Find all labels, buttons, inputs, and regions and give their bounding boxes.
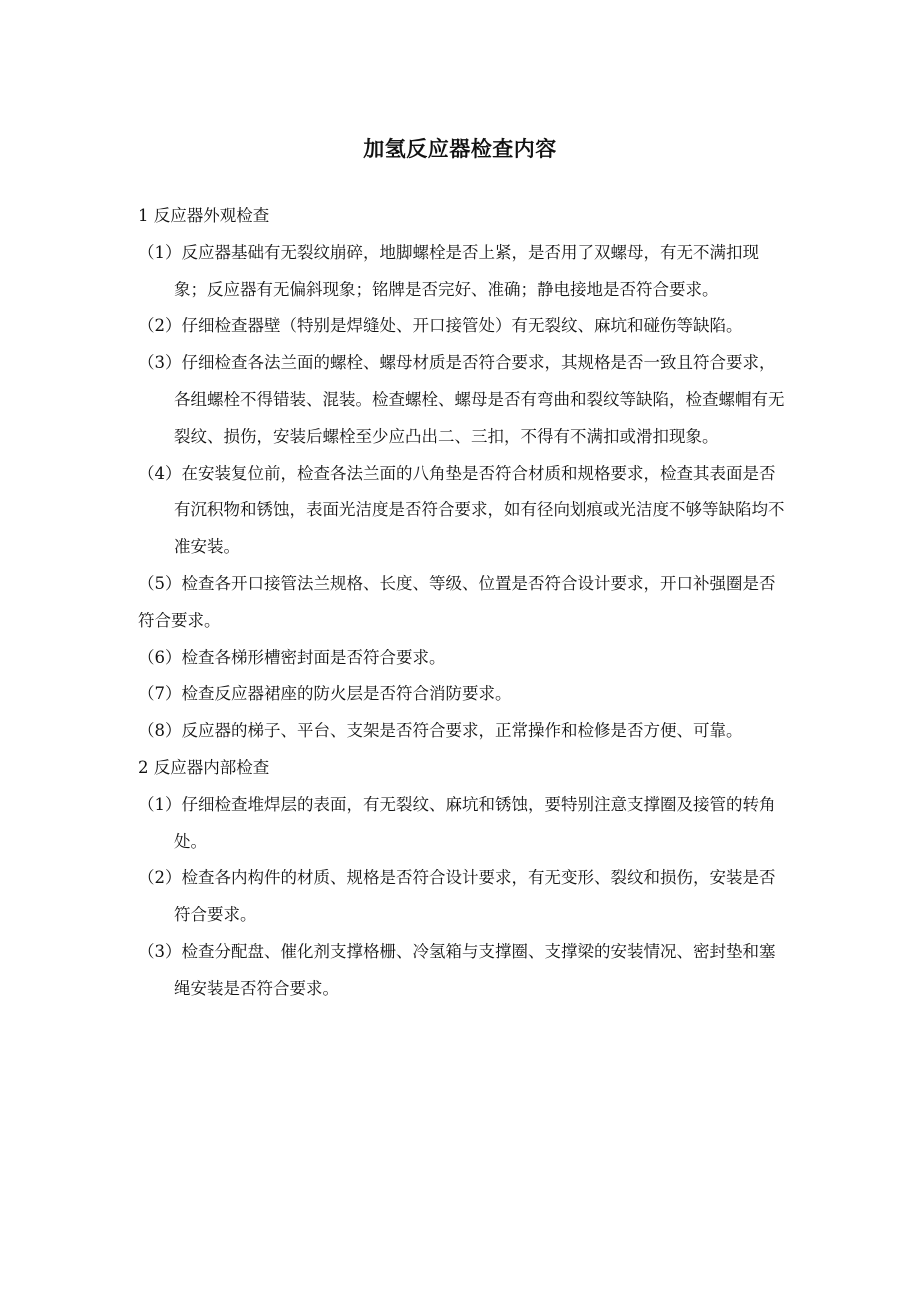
- document-body: [138, 198, 786, 1008]
- exterior-check-item-1: （1）反应器基础有无裂纹崩碎，地脚螺栓是否上紧，是否用了双螺母，有无不满扣现象；反应器有无偏斜现象；铭牌是否完好、准确；静电接地是否符合要求。: [138, 242, 759, 299]
- exterior-check-item-7: （7）检查反应器裙座的防火层是否符合消防要求。: [138, 684, 512, 704]
- exterior-check-item-8: （8）反应器的梯子、平台、支架是否符合要求，正常操作和检修是否方便、可靠。: [138, 721, 743, 741]
- section-heading-exterior: 1 反应器外观检查: [138, 206, 270, 225]
- interior-check-item-3: （3）检查分配盘、催化剂支撑格栅、冷氢箱与支撑圈、支撑梁的安装情况、密封垫和塞绳安装是否符合要求。: [138, 941, 776, 998]
- exterior-check-item-2: （2）仔细检查器壁（特别是焊缝处、开口接管处）有无裂纹、麻坑和碰伤等缺陷。: [138, 316, 743, 336]
- exterior-check-item-4: （4）在安装复位前，检查各法兰面的八角垫是否符合材质和规格要求，检查其表面是否有沉积物和锈蚀，表面光洁度是否符合要求，如有径向划痕或光洁度不够等缺陷均不准安装。: [138, 463, 785, 557]
- interior-check-item-2: （2）检查各内构件的材质、规格是否符合设计要求，有无变形、裂纹和损伤，安装是否符合要求。: [138, 868, 776, 925]
- exterior-check-item-5: （5）检查各开口接管法兰规格、长度、等级、位置是否符合设计要求，开口补强圈是否符合要求。: [138, 573, 776, 630]
- section-heading-interior: 2 反应器内部检查: [138, 757, 270, 777]
- document-title: 加氢反应器检查内容: [363, 137, 557, 161]
- interior-check-item-1: （1）仔细检查堆焊层的表面，有无裂纹、麻坑和锈蚀，要特别注意支撑圈及接管的转角处。: [138, 794, 776, 851]
- exterior-check-item-3: （3）仔细检查各法兰面的螺栓、螺母材质是否符合要求，其规格是否一致且符合要求，各组螺栓不得错装、混装。检查螺栓、螺母是否有弯曲和裂纹等缺陷，检查螺帽有无裂纹、损伤，安装后螺栓至少应凸出二、三扣，不得有不满扣或滑扣现象。: [138, 353, 785, 446]
- exterior-check-item-6: （6）检查各梯形槽密封面是否符合要求。: [138, 647, 446, 667]
